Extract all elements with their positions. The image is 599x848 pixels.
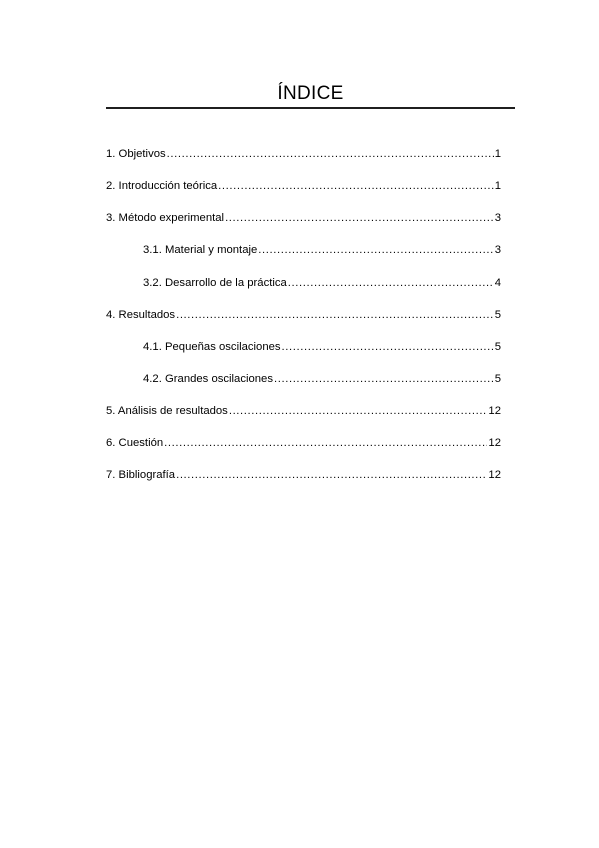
toc-entry-page-number: 5 <box>494 341 501 353</box>
toc-entry-page-number: 3 <box>494 212 501 224</box>
toc-entry-label: 4. Resultados <box>106 309 176 321</box>
toc-dot-leader <box>274 372 494 386</box>
toc-entry-label: 6. Cuestión <box>106 437 164 449</box>
toc-entry-page-number: 5 <box>494 373 501 385</box>
toc-entry-analisis-de-resultados[interactable] <box>106 402 501 418</box>
toc-entry-label: 3.1. Material y montaje <box>143 244 258 256</box>
toc-entry-page-number: 5 <box>494 309 501 321</box>
toc-entry-page-number: 4 <box>494 277 501 289</box>
toc-entry-metodo-experimental[interactable] <box>106 209 501 225</box>
toc-entry-bibliografia[interactable] <box>106 466 501 482</box>
toc-dot-leader <box>167 147 494 161</box>
toc-entry-label: 3. Método experimental <box>106 212 225 224</box>
toc-entry-page-number: 1 <box>494 180 501 192</box>
toc-entry-introduccion-teorica[interactable] <box>106 177 501 193</box>
toc-dot-leader <box>282 340 494 354</box>
toc-dot-leader <box>258 243 493 257</box>
toc-entry-page-number: 12 <box>488 469 501 481</box>
toc-entry-objetivos[interactable] <box>106 145 501 161</box>
toc-dot-leader <box>229 404 488 418</box>
toc-entry-pequenas-oscilaciones[interactable] <box>143 338 501 354</box>
toc-dot-leader <box>176 468 487 482</box>
toc-dot-leader <box>218 179 494 193</box>
toc-entry-material-y-montaje[interactable] <box>143 241 501 257</box>
toc-dot-leader <box>164 436 487 450</box>
toc-entry-label: 4.1. Pequeñas oscilaciones <box>143 341 281 353</box>
toc-entry-label: 2. Introducción teórica <box>106 180 218 192</box>
toc-entry-label: 4.2. Grandes oscilaciones <box>143 373 273 385</box>
toc-entry-resultados[interactable] <box>106 306 501 322</box>
page-title: ÍNDICE <box>277 83 344 104</box>
toc-dot-leader <box>176 308 494 322</box>
toc-entry-desarrollo-de-la-practica[interactable] <box>143 274 501 290</box>
toc-entry-page-number: 1 <box>494 148 501 160</box>
toc-entry-label: 5. Análisis de resultados <box>106 405 228 417</box>
toc-entry-label: 7. Bibliografía <box>106 469 176 481</box>
toc-entry-page-number: 12 <box>488 437 501 449</box>
toc-entry-label: 1. Objetivos <box>106 148 166 160</box>
toc-entry-page-number: 3 <box>494 244 501 256</box>
toc-entry-label: 3.2. Desarrollo de la práctica <box>143 277 287 289</box>
toc-dot-leader <box>225 211 494 225</box>
toc-entry-page-number: 12 <box>488 405 501 417</box>
toc-dot-leader <box>288 276 494 290</box>
toc-entry-grandes-oscilaciones[interactable] <box>143 370 501 386</box>
toc-entry-cuestion[interactable] <box>106 434 501 450</box>
